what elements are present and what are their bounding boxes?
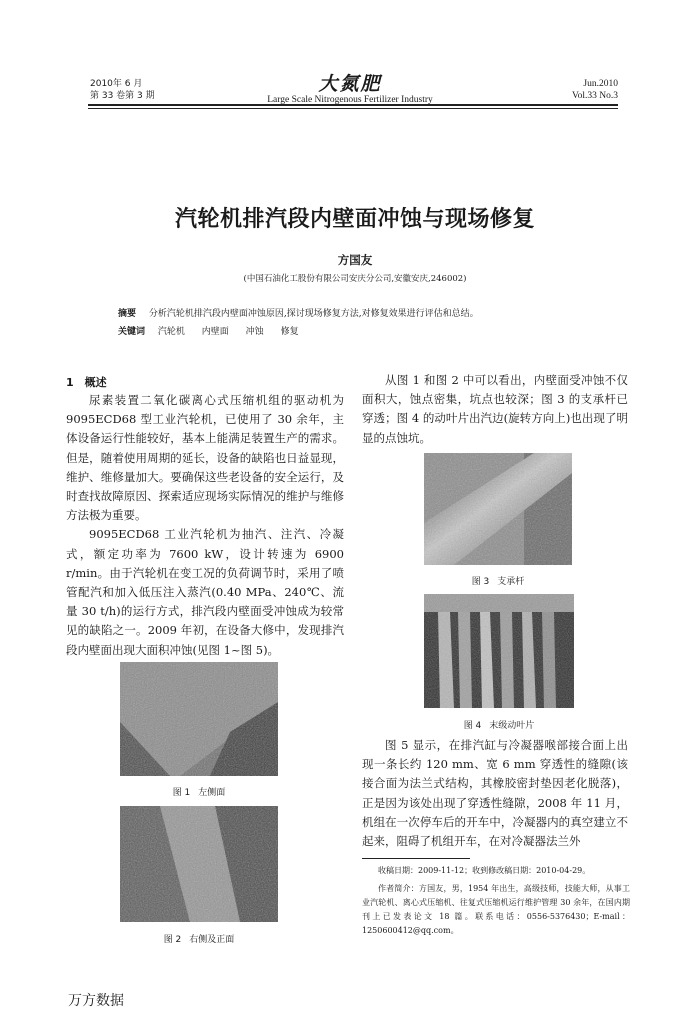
figure-1-photo-art <box>120 662 278 776</box>
keyword: 内壁面 <box>201 327 229 337</box>
figure-2-photo <box>120 806 278 922</box>
header-volume-en: Vol.33 No.3 <box>571 91 618 101</box>
header-issue-info <box>90 78 155 102</box>
watermark: 万方数据 <box>68 993 124 1009</box>
figure-4-photo-art <box>424 594 574 708</box>
footnote-dates: 收稿日期：2009-11-12；收到修改稿日期：2010-04-29。 <box>378 866 591 875</box>
abstract-text: 分析汽轮机排汽段内壁面冲蚀原因,探讨现场修复方法,对修复效果进行评估和总结。 <box>148 309 479 319</box>
journal-english-name: Large Scale Nitrogenous Fertilizer Industry <box>267 95 433 105</box>
figure-4-caption <box>424 718 574 731</box>
footnote-author-bio: 作者简介：方国友，男，1954 年出生，高级技师，技能大师，从事工业汽轮机、离心式压缩机、往复式压缩机运行维护管理 30 余年，在国内期刊上已发表论文 18 篇。联系电话：0556-5376430；E-mail：1250600412@qq.com。 <box>362 884 630 935</box>
figure-number: 图 1 <box>172 788 191 798</box>
figure-1-photo <box>120 662 278 776</box>
figure-caption-text: 左侧面 <box>198 788 226 798</box>
article-title: 汽轮机排汽段内壁面冲蚀与现场修复 <box>174 207 535 232</box>
abstract <box>118 308 479 321</box>
journal-logo: 大氮肥 <box>318 73 382 95</box>
left-column-text <box>66 391 344 660</box>
paragraph: 尿素装置二氧化碳离心式压缩机组的驱动机为 9095ECD68 型工业汽轮机，已使用了 30 余年，主体设备运行性能较好，基本上能满足装置生产的需求。但是，随着使用周期的延长，设备的缺陷也日益显现，维护、维修量加大。要确保这些老设备的安全运行，及时查找故障原因、探索适应现场实际情况的维护与维修方法极为重要。 <box>66 393 344 523</box>
abstract-label: 摘要 <box>118 309 137 319</box>
paragraph: 图 5 显示，在排汽缸与冷凝器喉部接合面上出现一条长约 120 mm、宽 6 mm 穿透性的缝隙(该接合面为法兰式结构，其橡胶密封垫因老化脱落)，正是因为该处出现了穿透性缝隙，2008 年 11 月，机组在一次停车后的开车中，冷凝器内的真空建立不起来，阻碍了机组开车，在对冷凝器法兰外 <box>362 738 628 849</box>
figure-caption-text: 末级动叶片 <box>489 721 535 731</box>
figure-3-photo <box>424 453 572 565</box>
figure-number: 图 4 <box>463 721 482 731</box>
article-affiliation: (中国石油化工股份有限公司安庆分公司,安徽安庆,246002) <box>243 274 467 284</box>
figure-3-caption <box>424 574 572 587</box>
figure-caption-text: 支承杆 <box>497 577 525 587</box>
figure-3-photo-art <box>424 453 572 565</box>
section-heading: 1 概述 <box>66 376 107 389</box>
header-issue-info-en <box>572 78 618 102</box>
header-volume: 第 33 卷第 3 期 <box>90 91 155 101</box>
keyword: 修复 <box>280 327 299 337</box>
header-rule <box>88 104 618 106</box>
keywords <box>118 326 313 339</box>
figure-2-caption <box>120 932 278 945</box>
header-rule-thin <box>88 108 618 109</box>
figure-caption-text: 右侧及正面 <box>189 935 235 945</box>
figure-4-photo <box>424 594 574 708</box>
keyword: 汽轮机 <box>157 327 185 337</box>
header-date: 2010年 6 月 <box>90 79 143 89</box>
right-column-text-lower <box>362 736 628 851</box>
header-journal <box>230 74 470 106</box>
article-author: 方国友 <box>337 253 373 267</box>
figure-number: 图 3 <box>471 577 490 587</box>
header-date-en: Jun.2010 <box>583 79 618 89</box>
keywords-label: 关键词 <box>118 327 146 337</box>
figure-1-caption <box>120 785 278 798</box>
paragraph: 9095ECD68 工业汽轮机为抽汽、注汽、冷凝式，额定功率为 7600 kW，设计转速为 6900 r/min。由于汽轮机在变工况的负荷调节时，采用了喷管配汽和加入低压注入蒸汽(0.40 MPa、240℃、流量 30 t/h)的运行方式，排汽段内壁面受冲蚀成为较常见的缺陷之一。2009 年初，在设备大修中，发现排汽段内壁面出现大面积冲蚀(见图 1~图 5)。 <box>66 527 344 657</box>
right-column-text <box>362 371 628 448</box>
figure-2-photo-art <box>120 806 278 922</box>
footnote-rule <box>362 858 470 859</box>
paragraph: 从图 1 和图 2 中可以看出，内壁面受冲蚀不仅面积大，蚀点密集，坑点也较深；图 3 的支承杆已穿透；图 4 的动叶片出汽边(旋转方向上)也出现了明显的点蚀坑。 <box>362 373 628 445</box>
keyword: 冲蚀 <box>245 327 264 337</box>
figure-number: 图 2 <box>163 935 182 945</box>
